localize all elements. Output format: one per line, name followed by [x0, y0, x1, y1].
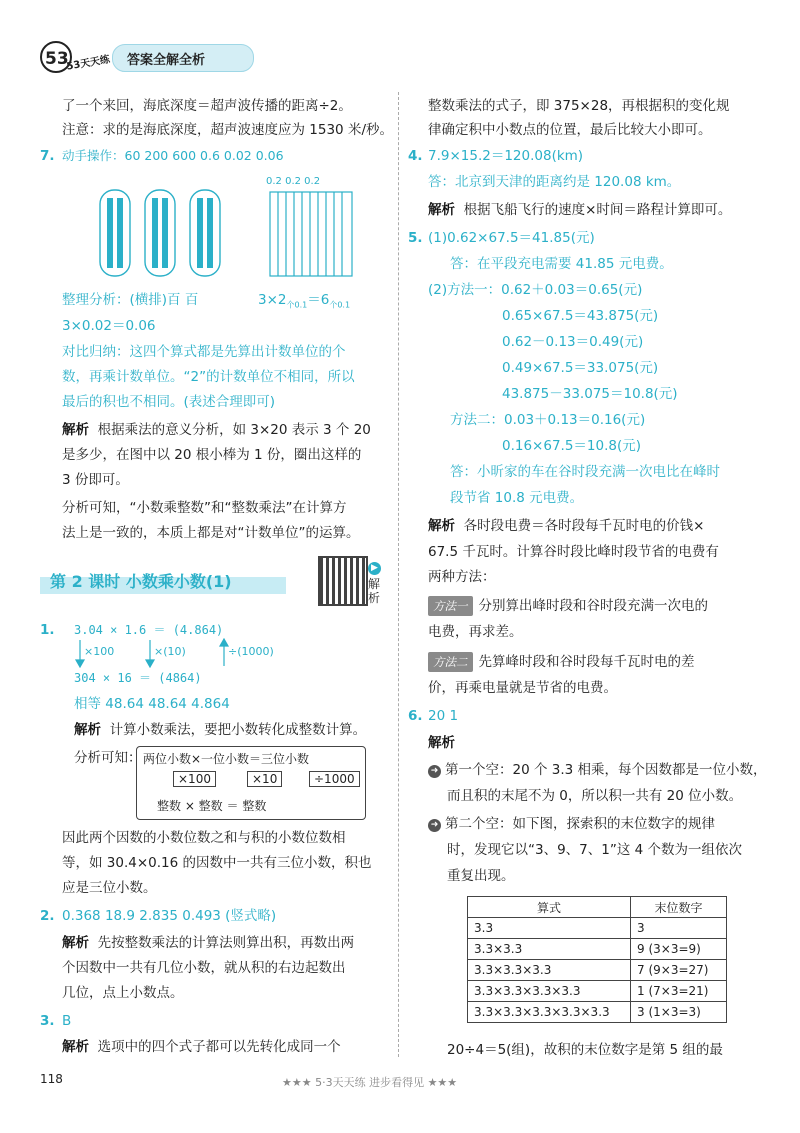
- table-cell: 1 (7×3=21): [631, 981, 727, 1002]
- right-line: 整数乘法的式子，即 375×28，再根据积的变化规: [428, 98, 730, 114]
- q5-line: 段节省 10.8 元电费。: [450, 490, 584, 506]
- explanation-line: 几位，点上小数点。: [62, 985, 184, 1001]
- q7-sort-b: 3×2: [258, 292, 287, 308]
- svg-text:53: 53: [45, 49, 69, 69]
- right-line: 律确定积中小数点的位置，最后比较大小即可。: [428, 122, 712, 138]
- explanation-tag: 解析: [74, 722, 101, 738]
- explanation-line: 分析可知，“小数乘整数”和“整数乘法”在计算方: [62, 500, 347, 516]
- q7-line: 最后的积也不相同。(表述合理即可): [62, 394, 276, 410]
- table-cell: 3.3×3.3×3.3: [468, 960, 631, 981]
- left-line: 注意：求的是海底深度，超声波速度应为 1530 米/秒。: [62, 122, 393, 138]
- bullet-line: 重复出现。: [447, 868, 515, 884]
- bullet-text: 第二个空：如下图，探索积的末位数字的规律: [445, 816, 715, 832]
- play-icon: ▶: [368, 562, 381, 575]
- explanation-line: 因此两个因数的小数位数之和与积的小数位数相: [62, 830, 346, 846]
- q5-line: 0.16×67.5＝10.8(元): [502, 438, 642, 454]
- q1-arrows: [74, 638, 334, 668]
- q5-line: 答：在平段充电需要 41.85 元电费。: [450, 256, 673, 272]
- explanation-tag: 解析: [62, 422, 89, 438]
- question-number: 1.: [40, 622, 55, 638]
- table-cell: 3.3×3.3: [468, 939, 631, 960]
- table-cell: 3.3×3.3×3.3×3.3: [468, 981, 631, 1002]
- q1-div1000: ÷(1000): [228, 645, 274, 658]
- method-line: 价，再乘电量就是节省的电费。: [428, 680, 617, 696]
- table-row: [468, 981, 727, 1002]
- last-digit-table: [467, 896, 727, 1023]
- table-cell: 3.3: [468, 918, 631, 939]
- method-line: 电费，再求差。: [428, 624, 523, 640]
- question-number: 5.: [408, 230, 423, 246]
- explanation-line: [428, 516, 704, 536]
- right-line: 20÷4＝5(组)，故积的末位数字是第 5 组的最: [447, 1042, 723, 1058]
- q1-mul10: ×(10): [154, 645, 186, 658]
- q7-line: 数，再乘计数单位。“2”的计数单位不相同，所以: [62, 369, 355, 385]
- table-cell: 3 (1×3=3): [631, 1002, 727, 1023]
- q7-sort-b2-sub: 个0.1: [329, 300, 351, 310]
- q1-row: 304 × 16 ＝ (4864): [74, 671, 202, 685]
- explanation-text: 计算小数乘法，要把小数转化成整数计算。: [109, 722, 367, 738]
- table-cell: 9 (3×3=9): [631, 939, 727, 960]
- q5-line: 43.875－33.075＝10.8(元): [502, 386, 678, 402]
- q7-sort-b-sub: 个0.1: [286, 300, 308, 310]
- page-number: 118: [40, 1072, 63, 1086]
- lesson-title: 第 2 课时 小数乘小数(1): [50, 572, 232, 591]
- table-cell: 3: [631, 918, 727, 939]
- q3-answer: B: [62, 1013, 72, 1029]
- table-header: 算式: [468, 897, 631, 918]
- explanation-tag: 解析: [62, 935, 89, 951]
- logo: [40, 40, 110, 72]
- q4-line: 7.9×15.2＝120.08(km): [428, 148, 584, 164]
- bullet-line: [428, 760, 767, 780]
- question-number: 4.: [408, 148, 423, 164]
- question-number: 6.: [408, 708, 423, 724]
- bullet-line: 时，发现它以“3、9、7、1”这 4 个数为一组依次: [447, 842, 743, 858]
- footer-slogan: ★★★ 5·3天天练 进步看得见 ★★★: [282, 1076, 458, 1089]
- q7-sort-line: 整理分析：(横排)百 百: [62, 292, 199, 308]
- q7-answer: 动手操作：60 200 600 0.6 0.02 0.06: [62, 148, 284, 163]
- q2-answer: 0.368 18.9 2.835 0.493 (竖式略): [62, 908, 277, 924]
- bullet-line: 而且积的末尾不为 0，所以积一共有 20 位小数。: [447, 788, 743, 804]
- explanation-line: 67.5 千瓦时。计算谷时段比峰时段节省的电费有: [428, 544, 719, 560]
- method-line: [428, 596, 708, 616]
- lesson-header: [40, 566, 286, 594]
- explanation-text: 先按整数乘法的计算法则算出积，再数出两: [97, 935, 355, 951]
- explanation-line: [62, 420, 371, 440]
- method-text: 先算峰时段和谷时段每千瓦时电的差: [478, 654, 695, 670]
- q7-line: 3×0.02＝0.06: [62, 318, 156, 334]
- explanation-tag: 解析: [428, 202, 455, 218]
- arrow-icon: ➜: [428, 819, 441, 832]
- table-cell: 3.3×3.3×3.3×3.3×3.3: [468, 1002, 631, 1023]
- table-row: [468, 918, 727, 939]
- qr-label-text: 解析: [368, 577, 381, 605]
- explanation-line: [62, 1037, 341, 1057]
- column-divider: [398, 92, 399, 1057]
- method-text: 分别算出峰时段和谷时段充满一次电的: [478, 598, 708, 614]
- table-header-row: [468, 897, 727, 918]
- q7-sort-b2: ＝6: [307, 292, 330, 308]
- q6-answer: 20 1: [428, 708, 459, 724]
- bullet-line: [428, 814, 715, 834]
- explanation-line: 法上是一致的，本质上都是对“计数单位”的运算。: [62, 525, 360, 541]
- header-title-pill: [112, 44, 254, 72]
- logo-text: 53天天练: [65, 54, 111, 73]
- grid-labels: 0.2 0.2 0.2: [266, 176, 321, 187]
- method-tag: 方法二: [428, 652, 473, 672]
- question-number: 7.: [40, 148, 55, 164]
- q5-line: (2)方法一：0.62＋0.03＝0.65(元): [428, 282, 643, 298]
- explanation-line: 两种方法：: [428, 569, 496, 585]
- method-tag: 方法一: [428, 596, 473, 616]
- analysis-box: [136, 746, 366, 820]
- stick-bundles-diagram: [90, 176, 360, 280]
- q1-row: 3.04 × 1.6 ＝ (4.864): [74, 623, 224, 637]
- table-row: [468, 960, 727, 981]
- explanation-text: 各时段电费＝各时段每千瓦时电的价钱×: [463, 518, 705, 534]
- explanation-line: 等，如 30.4×0.16 的因数中一共有三位小数，积也: [62, 855, 372, 871]
- explanation-line: [428, 200, 731, 220]
- analysis-box-step: ÷1000: [309, 771, 360, 787]
- explanation-line: 应是三位小数。: [62, 880, 157, 896]
- q5-line: 方法二：0.03＋0.13＝0.16(元): [450, 412, 646, 428]
- table-header: 末位数字: [631, 897, 727, 918]
- table-cell: 7 (9×3=27): [631, 960, 727, 981]
- q5-line: 0.62－0.13＝0.49(元): [502, 334, 644, 350]
- explanation-text: 根据乘法的意义分析，如 3×20 表示 3 个 20: [97, 422, 371, 438]
- method-line: [428, 652, 695, 672]
- analysis-box-step: ×100: [173, 771, 216, 787]
- analysis-box-bottom: 整数 × 整数 ＝ 整数: [157, 799, 267, 813]
- explanation-text: 根据飞船飞行的速度×时间＝路程计算即可。: [463, 202, 732, 218]
- question-number: 3.: [40, 1013, 55, 1029]
- explanation-line: 3 份即可。: [62, 472, 129, 488]
- qr-code[interactable]: [318, 556, 368, 606]
- header-title: 答案全解全析: [127, 53, 206, 68]
- q1-mul100: ×100: [84, 645, 115, 658]
- question-number: 2.: [40, 908, 55, 924]
- table-row: [468, 939, 727, 960]
- q7-figure: [90, 176, 360, 280]
- explanation-line: [62, 933, 354, 953]
- qr-label: [368, 560, 382, 605]
- bullet-text: 第一个空：20 个 3.3 相乘，每个因数都是一位小数，: [445, 762, 767, 778]
- explanation-line: [74, 720, 366, 740]
- q7-sort-formula: [258, 290, 350, 316]
- q5-line: 0.65×67.5＝43.875(元): [502, 308, 659, 324]
- analysis-box-top: 两位小数×一位小数＝三位小数: [143, 752, 310, 766]
- q5-line: 答：小昕家的车在谷时段充满一次电比在峰时: [450, 464, 720, 480]
- last-digit-table-wrap: [467, 896, 727, 1023]
- left-line: 了一个来回，海底深度＝超声波传播的距离÷2。: [62, 98, 352, 114]
- explanation-line: 是多少，在图中以 20 根小棒为 1 份，圈出这样的: [62, 447, 362, 463]
- q5-line: 0.49×67.5＝33.075(元): [502, 360, 659, 376]
- explanation-line: 个因数中一共有几位小数，就从积的右边起数出: [62, 960, 346, 976]
- explanation-text: 选项中的四个式子都可以先转化成同一个: [97, 1039, 341, 1055]
- explanation-tag: 解析: [62, 1039, 89, 1055]
- q5-line: (1)0.62×67.5＝41.85(元): [428, 230, 595, 246]
- explanation-tag: 解析: [428, 518, 455, 534]
- q7-line: 对比归纳：这四个算式都是先算出计数单位的个: [62, 344, 346, 360]
- analysis-lead: 分析可知：: [74, 750, 142, 766]
- analysis-box-step: ×10: [247, 771, 282, 787]
- q1-answer: 相等 48.64 48.64 4.864: [74, 696, 230, 712]
- header: [40, 36, 270, 78]
- explanation-tag: 解析: [428, 735, 455, 751]
- arrow-icon: ➜: [428, 765, 441, 778]
- table-row: [468, 1002, 727, 1023]
- q4-line: 答：北京到天津的距离约是 120.08 km。: [428, 174, 681, 190]
